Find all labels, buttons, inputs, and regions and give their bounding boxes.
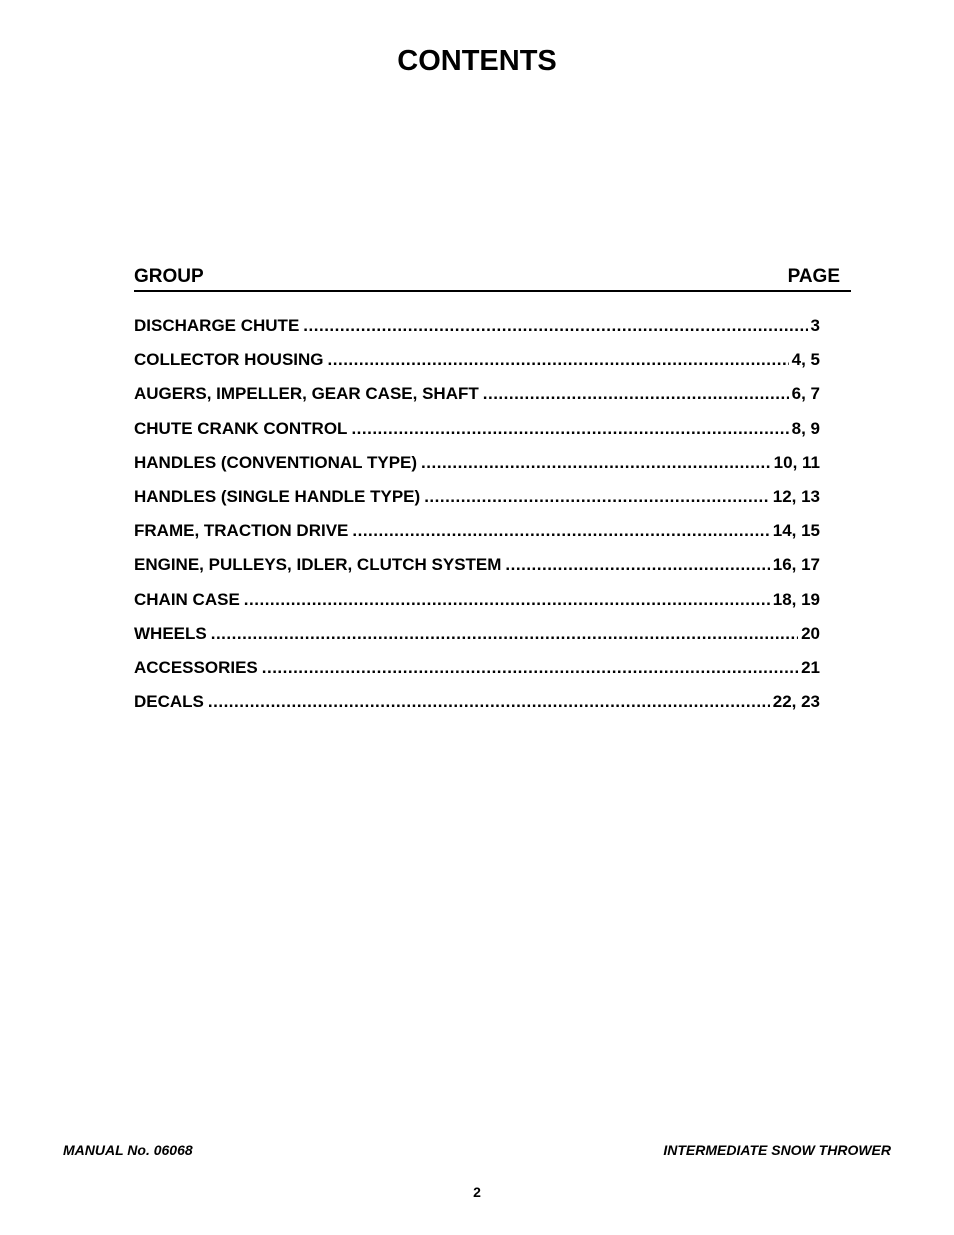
toc-entry-label: FRAME, TRACTION DRIVE	[134, 521, 349, 541]
page-title: CONTENTS	[397, 45, 557, 77]
toc-entry-augers-impeller[interactable]	[134, 383, 820, 417]
toc-entry-accessories[interactable]	[134, 657, 820, 691]
toc-entry-page: 16, 17	[772, 555, 820, 575]
dot-leader	[352, 520, 769, 542]
toc-entry-page: 22, 23	[772, 692, 820, 712]
toc-entry-page: 18, 19	[772, 589, 820, 609]
dot-leader	[505, 554, 769, 576]
footer-manual-number: MANUAL No. 06068	[63, 1142, 193, 1158]
dot-leader	[421, 452, 771, 474]
dot-leader	[328, 349, 789, 371]
toc-entry-chain-case[interactable]	[134, 589, 820, 623]
dot-leader	[244, 589, 770, 611]
toc-entry-label: AUGERS, IMPELLER, GEAR CASE, SHAFT	[134, 384, 479, 404]
toc-entry-label: HANDLES (SINGLE HANDLE TYPE)	[134, 486, 421, 506]
toc-entry-label: CHAIN CASE	[134, 589, 240, 609]
dot-leader	[303, 315, 807, 337]
toc-entry-handles-single[interactable]	[134, 486, 820, 520]
dot-leader	[483, 383, 789, 405]
toc-entry-handles-conventional[interactable]	[134, 452, 820, 486]
dot-leader	[262, 657, 798, 679]
dot-leader	[424, 486, 770, 508]
toc-entry-label: DECALS	[134, 692, 204, 712]
toc-entry-label: ACCESSORIES	[134, 657, 258, 677]
page-number: 2	[473, 1184, 481, 1200]
toc-entry-page: 4, 5	[791, 350, 820, 370]
toc-entry-page: 10, 11	[773, 452, 820, 472]
toc-entry-page: 8, 9	[791, 418, 820, 438]
toc-entry-page: 3	[810, 316, 820, 335]
toc-entry-collector-housing[interactable]	[134, 349, 820, 383]
toc-entry-page: 20	[801, 623, 820, 643]
group-column-label: GROUP	[134, 266, 204, 287]
toc-entry-label: HANDLES (CONVENTIONAL TYPE)	[134, 452, 418, 472]
toc-entry-chute-crank-control[interactable]	[134, 418, 820, 452]
toc-entry-page: 6, 7	[791, 384, 820, 404]
toc-entry-page: 12, 13	[772, 486, 820, 506]
toc-entry-page: 21	[801, 657, 820, 677]
toc-column-header	[134, 265, 851, 292]
toc-entry-label: DISCHARGE CHUTE	[134, 316, 300, 335]
toc-entry-page: 14, 15	[772, 521, 820, 541]
toc-entry-discharge-chute[interactable]	[134, 315, 820, 349]
toc-entry-label: CHUTE CRANK CONTROL	[134, 418, 348, 438]
page-column-label: PAGE	[787, 266, 840, 287]
dot-leader	[211, 623, 798, 645]
toc-list	[134, 315, 820, 725]
toc-entry-label: COLLECTOR HOUSING	[134, 350, 324, 370]
dot-leader	[208, 691, 770, 713]
toc-entry-wheels[interactable]	[134, 623, 820, 657]
dot-leader	[351, 418, 788, 440]
toc-entry-decals[interactable]	[134, 691, 820, 725]
toc-entry-label: WHEELS	[134, 623, 207, 643]
footer-product-name: INTERMEDIATE SNOW THROWER	[663, 1142, 891, 1158]
toc-entry-frame-traction-drive[interactable]	[134, 520, 820, 554]
toc-entry-engine-pulleys[interactable]	[134, 554, 820, 588]
toc-entry-label: ENGINE, PULLEYS, IDLER, CLUTCH SYSTEM	[134, 555, 502, 575]
